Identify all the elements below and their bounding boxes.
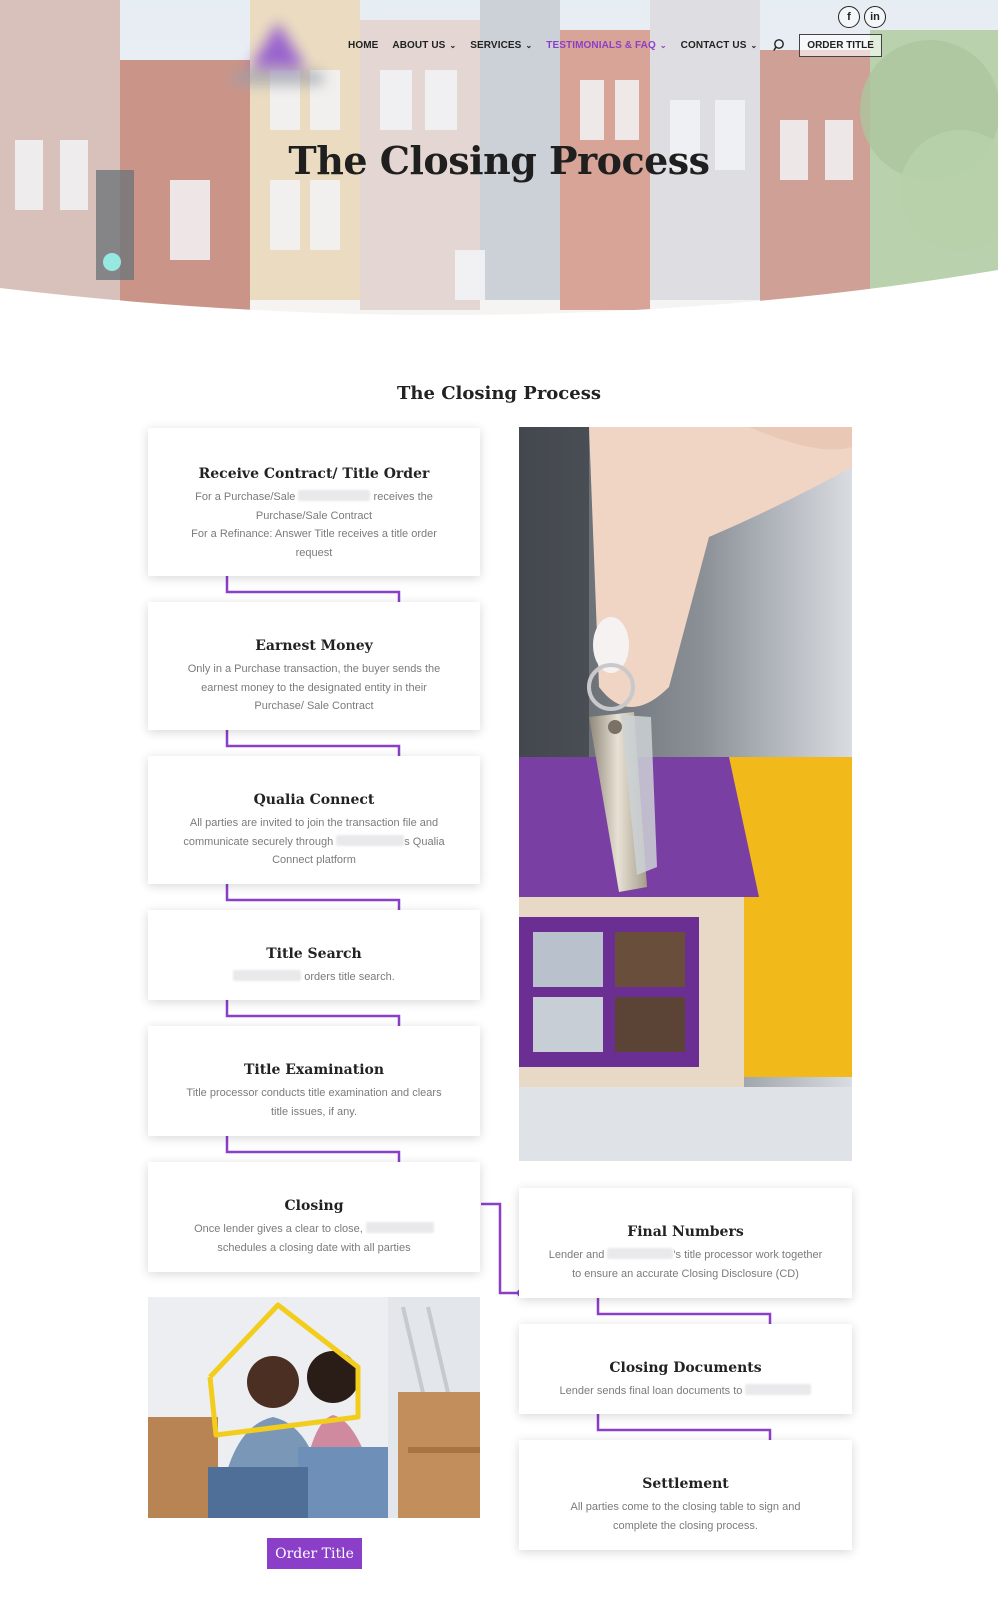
section-title: The Closing Process xyxy=(397,383,601,404)
step-card-closing-documents xyxy=(519,1324,852,1414)
step-description: Title processor conducts title examination and clears title issues, if any. xyxy=(186,1087,442,1118)
step-card-receive-contract xyxy=(148,428,480,576)
step-card-earnest-money xyxy=(148,602,480,730)
step-card-title-search xyxy=(148,910,480,1000)
linkedin-icon[interactable]: in xyxy=(864,6,886,28)
facebook-icon[interactable]: f xyxy=(838,6,860,28)
nav-item-home[interactable]: HOME xyxy=(348,39,379,51)
step-title: Settlement xyxy=(642,1476,729,1492)
step-title: Earnest Money xyxy=(255,638,373,654)
chevron-down-icon: ⌄ xyxy=(659,40,667,50)
nav-item-services[interactable]: SERVICES ⌄ xyxy=(470,39,533,51)
nav-item-testimonials-faq[interactable]: TESTIMONIALS & FAQ ⌄ xyxy=(546,39,667,51)
chevron-down-icon: ⌄ xyxy=(449,40,457,50)
step-title: Closing Documents xyxy=(609,1360,762,1376)
step-description: Only in a Purchase transaction, the buyer sends the earnest money to the designated entity in their Purchase/ Sale Contract xyxy=(187,663,441,712)
company-logo[interactable] xyxy=(110,8,230,78)
couple-photo xyxy=(148,1297,480,1518)
main-nav xyxy=(348,32,882,58)
nav-item-contact-us[interactable]: CONTACT US ⌄ xyxy=(680,39,758,51)
order-title-button[interactable]: ORDER TITLE xyxy=(799,34,882,57)
step-card-final-numbers xyxy=(519,1188,852,1298)
step-description: All parties are invited to join the transaction file and communicate securely through s Qualia Connect platform xyxy=(183,817,445,866)
order-title-cta-button[interactable]: Order Title xyxy=(267,1538,362,1569)
social-links xyxy=(838,6,886,28)
page-title: The Closing Process xyxy=(288,138,710,183)
step-card-qualia-connect xyxy=(148,756,480,884)
step-title: Qualia Connect xyxy=(253,792,375,808)
step-title: Receive Contract/ Title Order xyxy=(198,466,430,482)
step-description: Lender and 's title processor work together to ensure an accurate Closing Disclosure (CD) xyxy=(548,1249,823,1280)
chevron-down-icon: ⌄ xyxy=(750,40,758,50)
search-icon[interactable] xyxy=(773,38,787,52)
keys-photo xyxy=(519,427,852,1161)
step-description: orders title search. xyxy=(164,968,464,987)
step-description: Once lender gives a clear to close, schedules a closing date with all parties xyxy=(164,1220,464,1257)
step-title: Title Search xyxy=(266,946,362,962)
step-title: Title Examination xyxy=(243,1062,385,1078)
step-card-settlement xyxy=(519,1440,852,1550)
step-title: Final Numbers xyxy=(627,1224,744,1240)
step-description: All parties come to the closing table to sign and complete the closing process. xyxy=(570,1501,801,1532)
step-card-closing xyxy=(148,1162,480,1272)
nav-item-about-us[interactable]: ABOUT US ⌄ xyxy=(392,39,457,51)
step-title: Closing xyxy=(284,1198,344,1214)
step-description: For a Purchase/Sale receives the Purchase/Sale Contract For a Refinance: Answer Title receives a title order request xyxy=(191,491,437,559)
step-description: Lender sends final loan documents to xyxy=(535,1382,836,1401)
chevron-down-icon: ⌄ xyxy=(525,40,533,50)
step-card-title-examination xyxy=(148,1026,480,1136)
hero-banner xyxy=(0,0,998,340)
